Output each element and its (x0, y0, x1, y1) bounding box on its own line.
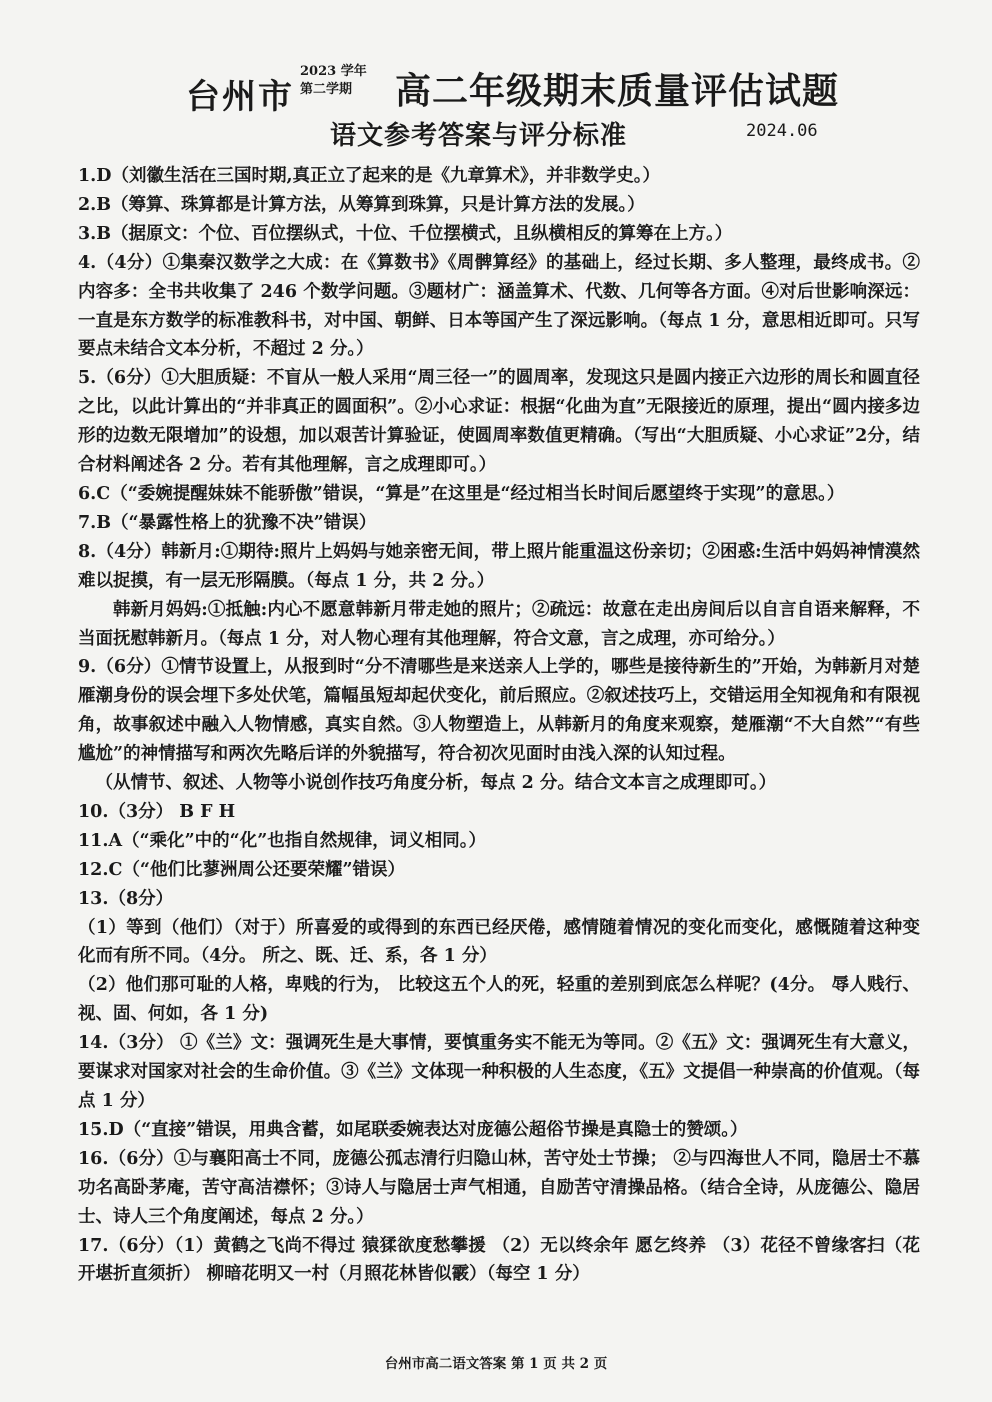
answer-item-a2: 2.B（筹算、珠算都是计算方法，从筹算到珠算，只是计算方法的发展。） (78, 194, 645, 215)
answer-item-a7: 7.B（“暴露性格上的犹豫不决”错误） (78, 512, 377, 533)
answer-item-a13b: （2）他们那可耻的人格，卑贱的行为， 比较这五个人的死，轻重的差别到底怎么样呢？(4分。 辱人贱行、视、固、何如，各 1 分) (78, 975, 920, 1025)
answer-item-a5: 5.（6分）①大胆质疑：不盲从一般人采用“周三径一”的圆周率，发现这只是圆内接正六边形的周长和圆直径之比，以此计算出的“并非真正的圆面积”。②小心求证：根据“化曲为直”无限接近的原理，提出“圆内接多边形的边数无限增加”的设想，加以艰苦计算验证，使圆周率数值更精确。（写出“大胆质疑、小心求证”2分，结合材料阐述各 2 分。若有其他理解，言之成理即可。） (78, 368, 920, 476)
answer-item-a11: 11.A（“乘化”中的“化”也指自然规律，词义相同。） (78, 830, 487, 851)
answer-item-a9: 9.（6分）①情节设置上，从报到时“分不清哪些是来送亲人上学的，哪些是接待新生的”开始，为韩新月对楚雁潮身份的误会埋下多处伏笔，篇幅虽短却起伏变化，前后照应。②叙述技巧上，交错运用全知视角和有限视角，故事叙述中融入人物情感，真实自然。③人物塑造上，从韩新月的角度来观察，楚雁潮“不大自然”“有些尴尬”的神情描写和两次先略后详的外貌描写，符合初次见面时由浅入深的认知过程。 (78, 657, 920, 765)
answer-item-a3: 3.B（据原文：个位、百位摆纵式，十位、千位摆横式，且纵横相反的算筹在上方。） (78, 223, 733, 244)
header-semester: 第二学期 (300, 82, 353, 97)
document-title: 高二年级期末质量评估试题 (395, 70, 840, 112)
answer-item-a12: 12.C（“他们比蓼洲周公还要荣耀”错误） (78, 859, 406, 880)
document-header (0, 55, 992, 151)
answer-list (78, 162, 920, 1289)
document-subtitle: 语文参考答案与评分标准 (330, 121, 628, 151)
answer-item-a14: 14.（3分） ①《兰》文：强调死生是大事情，要慎重务实不能无为等同。②《五》文：强调死生有大意义，要谋求对国家对社会的生命价值。③《兰》文体现一种积极的人生态度，《五》文提倡一种崇高的价值观。（每点 1 分） (78, 1033, 920, 1111)
answer-item-a10: 10.（3分） B F H (78, 801, 236, 822)
answer-item-a8b: 韩新月妈妈:①抵触:内心不愿意韩新月带走她的照片；②疏远：故意在走出房间后以自言自语来解释，不当面抚慰韩新月。（每点 1 分，对人物心理有其他理解，符合文意，言之成理，亦可给分。） (78, 599, 920, 649)
answer-item-a4: 4.（4分）①集秦汉数学之大成：在《算数书》《周髀算经》的基础上，经过长期、多人整理，最终成书。②内容多：全书共收集了 246 个数学问题。③题材广：涵盖算术、代数、几何等各方面。④对后世影响深远：一直是东方数学的标准教科书，对中国、朝鲜、日本等国产生了深远影响。（每点 1 分，意思相近即可。只写要点未结合文本分析，不超过 2 分。） (78, 252, 920, 360)
answer-item-a6: 6.C（“委婉提醒妹妹不能骄傲”错误，“算是”在这里是“经过相当长时间后愿望终于实现”的意思。） (78, 483, 845, 504)
page-footer: 台州市高二语文答案 第 1 页 共 2 页 (384, 1356, 608, 1372)
header-term (300, 63, 367, 99)
answer-item-a16: 16.（6分）①与襄阳高士不同，庞德公孤志清行归隐山林，苦守处士节操； ②与四海世人不同，隐居士不慕功名高卧茅庵，苦守高洁襟怀；③诗人与隐居士声气相通，自励苦守清操品格。（结合全诗，从庞德公、隐居士、诗人三个角度阐述，每点 2 分。） (78, 1148, 920, 1227)
header-year: 2023 学年 (300, 64, 367, 79)
answer-item-a8: 8.（4分）韩新月:①期待:照片上妈妈与她亲密无间，带上照片能重温这份亲切；②困惑:生活中妈妈神情漠然难以捉摸，有一层无形隔膜。（每点 1 分，共 2 分。） (78, 541, 920, 591)
answer-item-a13: 13.（8分） (78, 888, 174, 909)
answer-item-a1: 1.D（刘徽生活在三国时期,真正立了起来的是《九章算术》，并非数学史。） (78, 166, 661, 186)
answer-item-a13a: （1）等到（他们）（对于）所喜爱的或得到的东西已经厌倦，感情随着情况的变化而变化，感慨随着这种变化而有所不同。（4分。 所之、既、迁、系，各 1 分） (78, 917, 920, 967)
header-city: 台州市 (186, 77, 294, 117)
answer-item-a17: 17.（6分）（1）黄鹤之飞尚不得过 猿猱欲度愁攀援 （2）无以终余年 愿乞终养 （3）花径不曾缘客扫（花开堪折直须折） 柳暗花明又一村（月照花林皆似霰）（每空 1 分） (78, 1235, 920, 1285)
answer-item-a9b: （从情节、叙述、人物等小说创作技巧角度分析，每点 2 分。结合文本言之成理即可。） (95, 773, 777, 794)
document-date: 2024.06 (746, 121, 818, 141)
answer-item-a15: 15.D（“直接”错误，用典含蓄，如尾联委婉表达对庞德公超俗节操是真隐士的赞颂。） (78, 1119, 748, 1140)
